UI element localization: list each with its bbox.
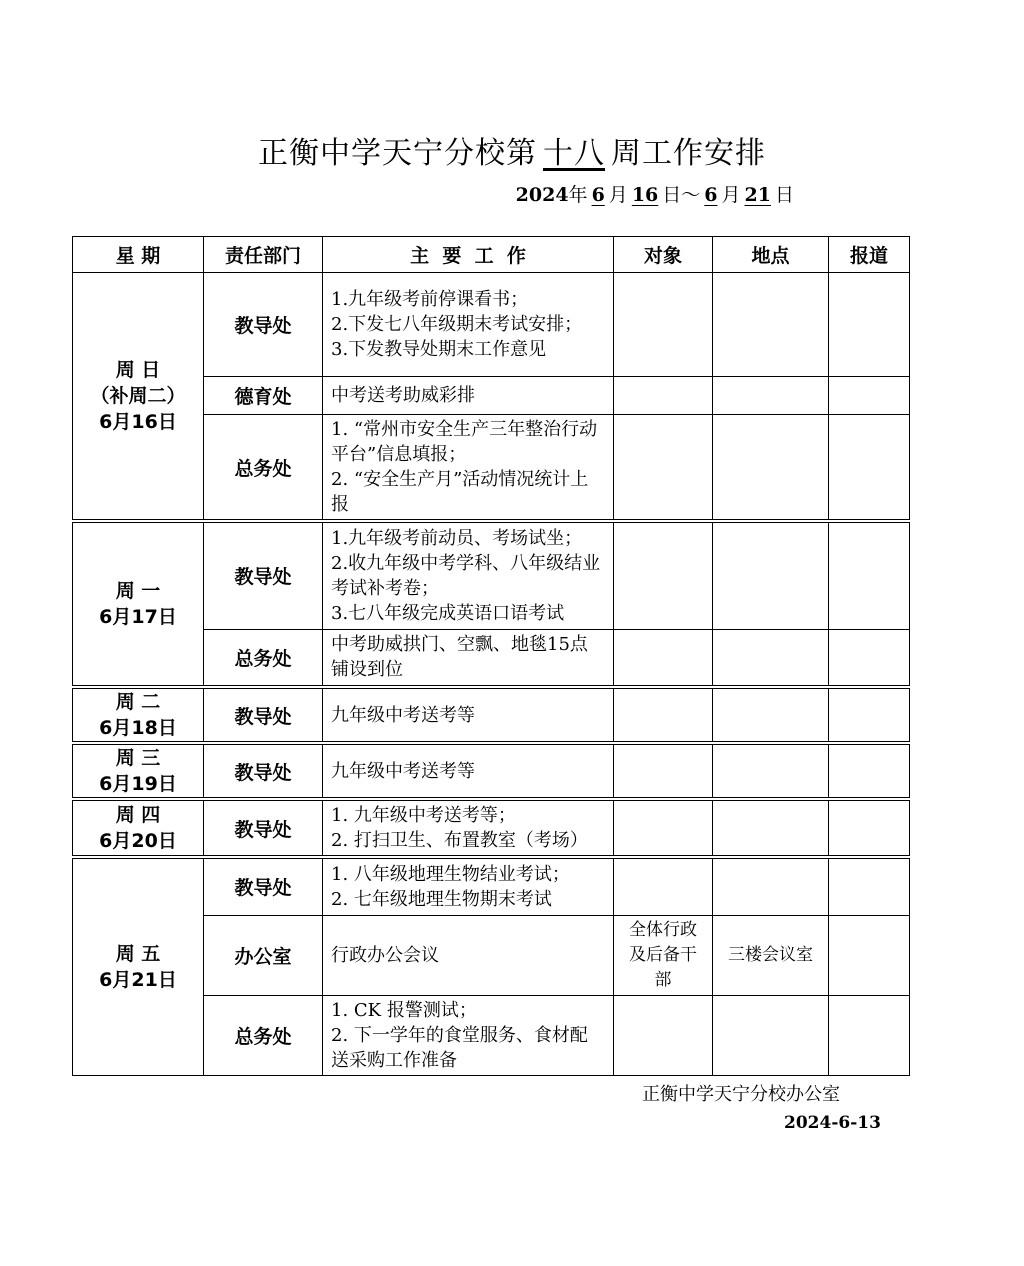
place-cell: 三楼会议室 <box>713 915 829 995</box>
target-cell <box>614 687 713 743</box>
year: 2024 <box>515 184 569 206</box>
dept-cell: 总务处 <box>204 629 323 687</box>
end-day: 21 <box>744 184 771 206</box>
dept-cell: 教导处 <box>204 743 323 799</box>
work-line: 1. 八年级地理生物结业考试； <box>331 863 570 885</box>
place-cell <box>713 799 829 857</box>
day-label: 周 五 <box>115 942 161 965</box>
work-cell <box>323 857 614 915</box>
work-cell <box>323 995 614 1075</box>
place-cell <box>713 521 829 629</box>
yue-char: 月 <box>608 184 628 206</box>
report-cell <box>829 629 910 687</box>
work-line: 1. “常州市安全生产三年整治行动平台”信息填报； <box>331 419 598 465</box>
day-cell <box>73 857 204 1075</box>
work-line: 2. “安全生产月”活动情况统计上报 <box>331 469 589 515</box>
table-row <box>73 799 910 857</box>
dept-cell: 办公室 <box>204 915 323 995</box>
place-cell <box>713 995 829 1075</box>
day-label: 6月17日 <box>99 606 177 628</box>
header-row <box>73 237 910 273</box>
day-label: 周 三 <box>115 747 161 769</box>
target-cell <box>614 995 713 1075</box>
dept-cell: 教导处 <box>204 857 323 915</box>
target-cell <box>614 857 713 915</box>
schedule-table <box>72 236 910 1076</box>
title-prefix: 正衡中学天宁分校第 <box>258 136 537 171</box>
place-cell <box>713 415 829 522</box>
target-cell <box>614 799 713 857</box>
target-cell <box>614 415 713 522</box>
table-row <box>73 273 910 377</box>
work-line: 2.收九年级中考学科、八年级结业考试补考卷； <box>331 552 601 599</box>
report-cell <box>829 743 910 799</box>
day-cell <box>73 743 204 799</box>
work-cell <box>323 629 614 687</box>
target-cell <box>614 377 713 415</box>
work-line: 2. 下一学年的食堂服务、食材配送采购工作准备 <box>331 1024 588 1071</box>
report-cell <box>829 799 910 857</box>
ri-char: 日 <box>774 184 794 206</box>
work-line: 九年级中考送考等 <box>331 760 475 782</box>
day-label: （补周二） <box>90 385 186 407</box>
table-row <box>73 687 910 743</box>
report-cell <box>829 273 910 377</box>
work-line: 中考送考助威彩排 <box>331 385 475 406</box>
title-suffix: 周工作安排 <box>611 136 766 171</box>
table-row <box>73 521 910 629</box>
place-cell <box>713 273 829 377</box>
dept-cell: 德育处 <box>204 377 323 415</box>
target-cell <box>614 273 713 377</box>
work-line: 1.九年级考前动员、考场试坐； <box>331 527 583 549</box>
report-cell <box>829 377 910 415</box>
work-line: 行政办公会议 <box>331 944 439 966</box>
end-month: 6 <box>704 184 718 206</box>
target-cell <box>614 521 713 629</box>
target-cell: 全体行政及后备干部 <box>614 915 713 995</box>
dept-cell: 教导处 <box>204 687 323 743</box>
place-cell <box>713 629 829 687</box>
start-day: 16 <box>631 184 659 206</box>
day-label: 周 日 <box>115 359 161 381</box>
place-cell <box>713 377 829 415</box>
footer-date: 2024-6-13 <box>784 1113 881 1133</box>
start-month: 6 <box>591 184 605 206</box>
dept-cell: 教导处 <box>204 521 323 629</box>
work-cell <box>323 687 614 743</box>
report-cell <box>829 521 910 629</box>
day-label: 6月20日 <box>99 830 177 852</box>
place-cell <box>713 857 829 915</box>
day-label: 6月16日 <box>99 411 177 433</box>
work-cell <box>323 799 614 857</box>
col-header: 主 要 工 作 <box>323 237 614 273</box>
col-header: 星 期 <box>73 237 204 273</box>
day-cell <box>73 799 204 857</box>
day-cell <box>73 273 204 522</box>
day-label: 6月19日 <box>99 773 177 795</box>
report-cell <box>829 687 910 743</box>
work-cell <box>323 273 614 377</box>
work-line: 1. CK 报警测试； <box>331 999 477 1021</box>
nian-char: 年 <box>568 184 588 206</box>
work-cell <box>323 415 614 522</box>
dept-cell: 总务处 <box>204 995 323 1075</box>
target-cell <box>614 743 713 799</box>
day-label: 周 二 <box>115 691 161 713</box>
ri-tilde: 日～ <box>662 184 701 206</box>
yue-char-2: 月 <box>721 184 741 206</box>
day-cell <box>73 521 204 687</box>
day-label: 周 一 <box>115 580 161 602</box>
footer-office: 正衡中学天宁分校办公室 <box>642 1084 840 1105</box>
work-cell <box>323 743 614 799</box>
work-line: 1. 九年级中考送考等； <box>331 805 516 826</box>
day-cell <box>73 687 204 743</box>
date-range <box>516 180 794 207</box>
day-label: 周 四 <box>115 804 161 826</box>
col-header: 地点 <box>713 237 829 273</box>
work-cell <box>323 377 614 415</box>
work-line: 2. 七年级地理生物期末考试 <box>331 888 552 910</box>
table-row <box>73 743 910 799</box>
dept-cell: 教导处 <box>204 799 323 857</box>
col-header: 报道 <box>829 237 910 273</box>
col-header: 对象 <box>614 237 713 273</box>
work-cell <box>323 521 614 629</box>
work-line: 中考助威拱门、空飘、地毯15点铺设到位 <box>331 634 588 681</box>
col-header: 责任部门 <box>204 237 323 273</box>
work-line: 2. 打扫卫生、布置教室（考场） <box>331 830 588 851</box>
place-cell <box>713 687 829 743</box>
work-line: 3.七八年级完成英语口语考试 <box>331 602 565 624</box>
report-cell <box>829 857 910 915</box>
work-line: 九年级中考送考等 <box>331 704 475 726</box>
work-line: 2.下发七八年级期末考试安排； <box>331 314 583 335</box>
report-cell <box>829 415 910 522</box>
dept-cell: 教导处 <box>204 273 323 377</box>
table-row <box>73 857 910 915</box>
work-cell <box>323 915 614 995</box>
target-cell <box>614 629 713 687</box>
dept-cell: 总务处 <box>204 415 323 522</box>
day-label: 6月21日 <box>99 968 177 991</box>
report-cell <box>829 915 910 995</box>
report-cell <box>829 995 910 1075</box>
work-line: 3.下发教导处期末工作意见 <box>331 339 547 360</box>
page-title <box>0 128 1024 172</box>
day-label: 6月18日 <box>99 717 177 739</box>
week-number: 十八 <box>543 136 605 171</box>
place-cell <box>713 743 829 799</box>
work-line: 1.九年级考前停课看书； <box>331 289 529 310</box>
